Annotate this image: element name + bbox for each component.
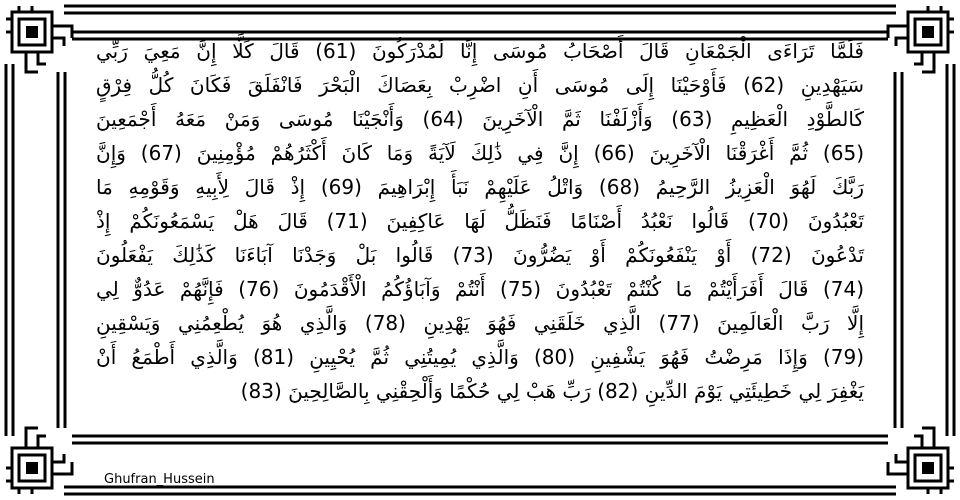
verse-line: (65) ثُمَّ أَغْرَقْنَا الْآخَرِينَ (66) إِنَّ فِي ذَٰلِكَ لَآيَةً وَمَا كَانَ أَكْثَرُهُمْ مُؤْمِنِينَ (67) وَإِنَّ [96,141,865,165]
corner-ornament-bottom-left [6,428,72,494]
verse-line: (79) وَإِذَا مَرِضْتُ فَهُوَ يَشْفِينِ (80) وَالَّذِي يُمِيتُنِي ثُمَّ يُحْيِينِ (81) وَالَّذِي أَطْمَعُ أَنْ [96,345,865,369]
corner-ornament-top-left [6,6,72,72]
verse-line: رَبَّكَ لَهُوَ الْعَزِيزُ الرَّحِيمُ (68) وَاتْلُ عَلَيْهِمْ نَبَأَ إِبْرَاهِيمَ (69) إِذْ قَالَ لِأَبِيهِ وَقَوْمِهِ مَا [96,175,864,199]
corner-ornament-top-right [888,6,954,72]
verse-line: فَلَمَّا تَرَاءَى الْجَمْعَانِ قَالَ أَصْحَابُ مُوسَى إِنَّا لَمُدْرَكُونَ (61) قَالَ كَلَّا إِنَّ مَعِيَ رَبِّي [96,39,864,63]
author-signature: Ghufran_Hussein [104,472,215,487]
corner-ornament-bottom-right [888,428,954,494]
verse-line: سَيَهْدِينِ (62) فَأَوْحَيْنَا إِلَى مُوسَى أَنِ اضْرِبْ بِعَصَاكَ الْبَحْرَ فَانْفَلَقَ فَكَانَ كُلُّ فِرْقٍ [96,73,864,97]
verse-line: تَدْعُونَ (72) أَوْ يَنْفَعُونَكُمْ أَوْ يَضُرُّونَ (73) قَالُوا بَلْ وَجَدْنَا آبَاءَنَا كَذَٰلِكَ يَفْعَلُونَ [96,243,864,267]
verse-line: (74) قَالَ أَفَرَأَيْتُمْ مَا كُنْتُمْ تَعْبُدُونَ (75) أَنْتُمْ وَآبَاؤُكُمُ الْأَقْدَمُونَ (76) فَإِنَّهُمْ عَدُوٌّ لِي [96,277,865,301]
verse-text-block [96,34,864,432]
verse-line: كَالطَّوْدِ الْعَظِيمِ (63) وَأَزْلَفْنَا ثَمَّ الْآخَرِينَ (64) وَأَنْجَيْنَا مُوسَى وَمَنْ مَعَهُ أَجْمَعِينَ [96,107,865,131]
verse-line: إِلَّا رَبَّ الْعَالَمِينَ (77) الَّذِي خَلَقَنِي فَهُوَ يَهْدِينِ (78) وَالَّذِي هُوَ يُطْعِمُنِي وَيَسْقِينِ [96,311,865,335]
verse-line: تَعْبُدُونَ (70) قَالُوا نَعْبُدُ أَصْنَامًا فَنَظَلُّ لَهَا عَاكِفِينَ (71) قَالَ هَلْ يَسْمَعُونَكُمْ إِذْ [96,209,864,233]
verse-line: يَغْفِرَ لِي خَطِيئَتِي يَوْمَ الدِّينِ (82) رَبِّ هَبْ لِي حُكْمًا وَأَلْحِقْنِي بِالصَّالِحِينَ (83) [240,379,864,403]
